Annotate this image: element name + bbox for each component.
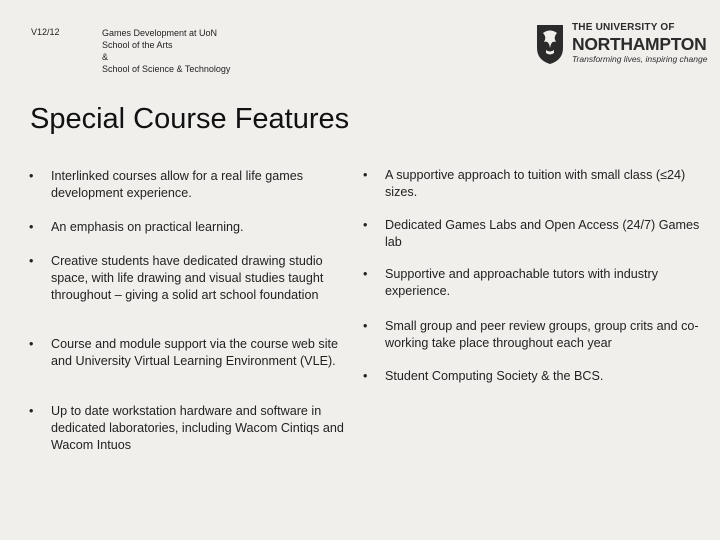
- bullet: •: [363, 168, 368, 182]
- bullet: •: [363, 369, 368, 383]
- list-item-text: Small group and peer review groups, group crits and co-working take place throughout each year: [385, 319, 699, 350]
- logo-wordmark: [572, 22, 707, 65]
- logo-line-university-of: THE UNIVERSITY OF: [572, 22, 675, 33]
- list-item-text: Creative students have dedicated drawing studio space, with life drawing and visual studies taught throughout – giving a solid art school foundation: [51, 254, 324, 302]
- list-item-text: Student Computing Society & the BCS.: [385, 369, 604, 383]
- logo-tagline: Transforming lives, inspiring change: [572, 54, 708, 64]
- header-line: &: [102, 52, 109, 62]
- university-logo: [534, 18, 708, 78]
- list-item-text: An emphasis on practical learning.: [51, 220, 244, 234]
- logo-line-northampton: NORTHAMPTON: [572, 34, 707, 54]
- header-line: School of Science & Technology: [102, 64, 231, 74]
- list-item-text: Supportive and approachable tutors with industry experience.: [385, 267, 659, 298]
- page-title: Special Course Features: [30, 103, 350, 135]
- header-line: Games Development at UoN: [102, 28, 218, 38]
- bullet: •: [29, 254, 34, 268]
- bullet: •: [363, 267, 368, 281]
- bullet: •: [29, 220, 34, 234]
- list-item-text: Interlinked courses allow for a real life games development experience.: [51, 169, 303, 200]
- bullet: •: [29, 169, 34, 183]
- bullet: •: [363, 319, 368, 333]
- list-item-text: Course and module support via the course web site and University Virtual Learning Environment (VLE).: [51, 337, 339, 368]
- header-line: School of the Arts: [102, 40, 173, 50]
- list-item-text: Dedicated Games Labs and Open Access (24/7) Games lab: [385, 218, 700, 249]
- bullet: •: [363, 218, 368, 232]
- bullet: •: [29, 337, 34, 351]
- bullet: •: [29, 404, 34, 418]
- header-block: [102, 27, 230, 75]
- version-label: V12/12: [31, 27, 60, 37]
- university-crest-icon: [534, 22, 566, 66]
- list-item-text: Up to date workstation hardware and software in dedicated laboratories, including Wacom Cintiqs and Wacom Intuos: [51, 404, 344, 452]
- list-item-text: A supportive approach to tuition with small class (≤24) sizes.: [385, 168, 686, 199]
